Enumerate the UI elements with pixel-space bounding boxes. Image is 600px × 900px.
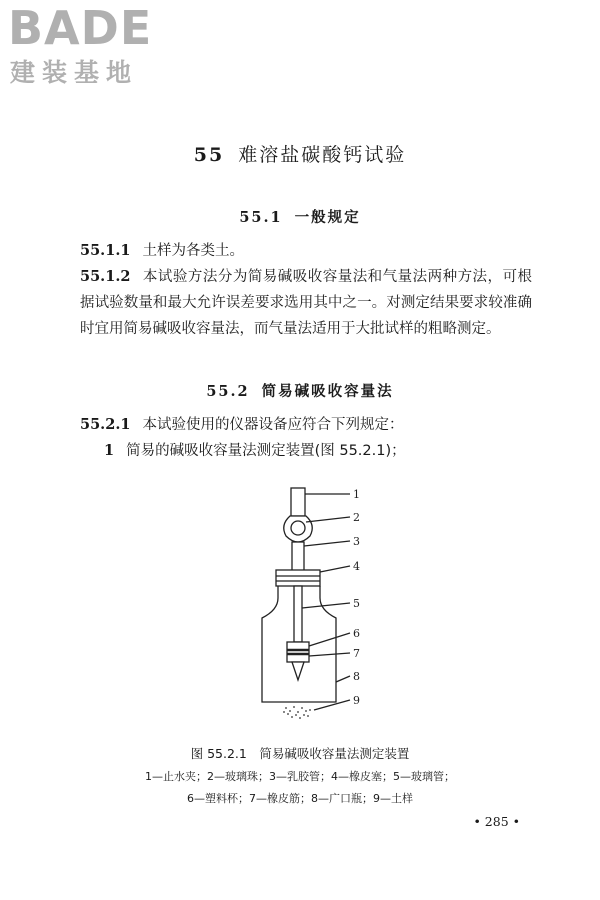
glass-bead [291, 521, 305, 535]
clause-text: 本试验方法分为简易碱吸收容量法和气量法两种方法，可根据试验数量和最大允许误差要求选用其中之一。对测定结果要求较准确时宜用简易碱吸收容量法，而气量法适用于大批试样的粗略测定。 [80, 269, 532, 337]
section-title-55-1 [0, 206, 600, 227]
page-number: • 285 • [473, 814, 520, 829]
section-number: 55.2 [206, 383, 250, 400]
callout-9: 9 [353, 694, 360, 707]
callout-8: 8 [353, 670, 360, 683]
callout-4: 4 [353, 560, 360, 573]
clause-number: 55.1.1 [80, 242, 131, 259]
watermark-subtitle: 建装基地 [10, 58, 139, 87]
rubber-stopper [276, 570, 320, 586]
soil-sample [283, 706, 311, 719]
section-title-55-2 [0, 380, 600, 401]
chapter-number: 55 [193, 144, 225, 166]
clause-55-1-2 [80, 264, 532, 342]
figure-legend-line-1: 1—止水夹；2—玻璃珠；3—乳胶管；4—橡皮塞；5—玻璃管； [145, 770, 455, 783]
watermark-logo [8, 1, 153, 88]
chapter-title-text: 难溶盐碳酸钙试验 [238, 144, 407, 166]
item-text: 简易的碱吸收容量法测定装置(图 55.2.1)； [126, 443, 406, 459]
list-item-1 [104, 438, 534, 464]
clause-text: 土样为各类土。 [142, 243, 244, 259]
item-number: 1 [104, 442, 115, 459]
callout-3: 3 [353, 535, 360, 548]
chapter-title [0, 140, 600, 167]
section-title-text: 一般规定 [294, 210, 361, 226]
top-glass-tube [291, 488, 305, 516]
clause-55-2-1 [80, 412, 532, 438]
tube-tip [292, 662, 304, 680]
watermark-brand: BADE [8, 1, 153, 55]
section-title-text: 简易碱吸收容量法 [261, 384, 394, 400]
callout-5: 5 [353, 597, 360, 610]
plastic-cup [287, 642, 309, 662]
figure-legend-line-2: 6—塑料杯；7—橡皮筋；8—广口瓶；9—土样 [187, 792, 413, 805]
figure-caption: 图 55.2.1 简易碱吸收容量法测定装置 [190, 746, 410, 761]
clause-number: 55.2.1 [80, 416, 131, 433]
apparatus-diagram [240, 480, 380, 730]
clause-55-1-1 [80, 238, 532, 264]
glass-tube-inner [294, 586, 302, 642]
callout-6: 6 [353, 627, 360, 640]
clause-text: 本试验使用的仪器设备应符合下列规定： [142, 417, 404, 433]
section-number: 55.1 [239, 209, 283, 226]
callout-7: 7 [353, 647, 360, 660]
latex-tube [292, 542, 304, 572]
callout-2: 2 [353, 511, 360, 524]
clause-number: 55.1.2 [80, 268, 131, 285]
callout-1: 1 [353, 488, 360, 501]
